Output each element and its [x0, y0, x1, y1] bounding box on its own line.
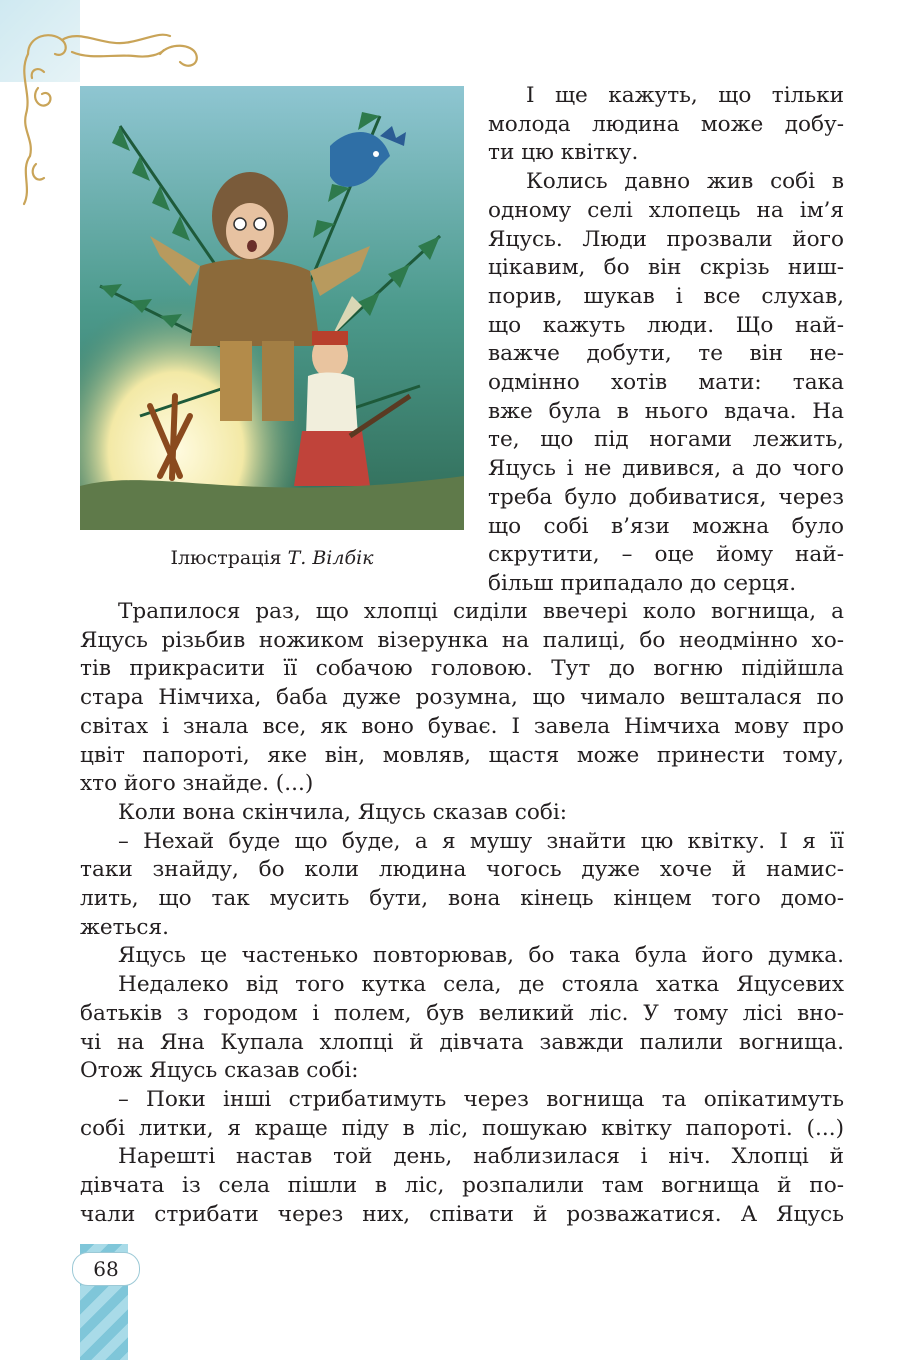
text-line: важче добути, те він не-	[488, 341, 844, 367]
text-line: більш припадало до серця.	[488, 570, 797, 596]
text-line: лить, що так мусить бути, вона кінець кінцем того домо-	[80, 886, 844, 912]
text-line: Трапилося раз, що хлопці сиділи ввечері коло вогнища, а	[118, 599, 844, 624]
text-line: чі на Яна Купала хлопці й дівчата завжди палили вогнища.	[80, 1029, 844, 1055]
text-line: Яцусь це частенько повторював, бо така була його думка.	[118, 943, 844, 969]
text-line: Яцусь. Люди прозвали його	[488, 226, 844, 252]
illustration-image	[80, 86, 464, 530]
text-line: тів прикрасити її собачою головою. Тут до вогню підійшла	[80, 656, 844, 682]
text-line: цікавим, бо він скрізь ниш-	[488, 255, 844, 281]
text-line: таки знайду, бо коли людина чогось дуже хоче й намис-	[80, 857, 844, 883]
text-line: чали стрибати через них, співати й розважатися. А Яцусь	[80, 1201, 844, 1227]
text-line: І ще кажуть, що тільки	[526, 83, 844, 108]
text-line: Коли вона скінчила, Яцусь сказав собі:	[118, 799, 568, 825]
text-line: світах і знала все, як воно буває. І завела Німчиха мову про	[80, 713, 844, 739]
text-line: Нарешті настав той день, наблизилася і ніч. Хлопці й	[118, 1144, 844, 1170]
text-line: – Нехай буде що буде, а я мушу знайти цю квітку. І я її	[118, 828, 844, 854]
caption-author: Т. Вілбік	[287, 547, 374, 569]
illustration-caption	[80, 546, 464, 570]
text-line: – Поки інші стрибатимуть через вогнища та опікатимуть	[118, 1086, 844, 1112]
text-line: собі литки, я краще піду в ліс, пошукаю квітку папороті. (...)	[80, 1115, 844, 1141]
text-line: що собі в’язи можна було	[488, 513, 844, 539]
text-line: скрутити, – оце йому най-	[488, 542, 844, 568]
text-line: треба було добиватися, через	[488, 484, 844, 510]
text-line: одмінно хотів мати: така	[488, 370, 844, 396]
text-line: що кажуть люди. Що най-	[488, 312, 844, 338]
text-line: жеться.	[80, 914, 169, 940]
caption-prefix: Ілюстрація	[170, 547, 288, 569]
text-line: цвіт папороті, яке він, мовляв, щастя може принести тому,	[80, 742, 844, 768]
text-line: стара Німчиха, баба дуже розумна, що чимало вешталася по	[80, 685, 844, 711]
text-line: Яцусь різьбив ножиком візерунка на палиці, бо неодмінно хо-	[80, 627, 844, 653]
text-line: Отож Яцусь сказав собі:	[80, 1058, 359, 1084]
text-line: ти цю квітку.	[488, 140, 639, 166]
text-line: дівчата із села пішли в ліс, розпалили там вогнища й по-	[80, 1173, 844, 1199]
text-line: Колись давно жив собі в	[526, 169, 844, 195]
text-line: Недалеко від того кутка села, де стояла хатка Яцусевих	[118, 972, 844, 998]
text-line: хто його знайде. (...)	[80, 771, 314, 797]
text-line: батьків з городом і полем, був великий ліс. У тому лісі вно-	[80, 1000, 844, 1026]
text-line: молода людина може добу-	[488, 111, 844, 137]
text-line: Яцусь і не дивився, а до чого	[488, 456, 844, 482]
main-text	[80, 598, 844, 1229]
text-line: те, що під ногами лежить,	[488, 427, 844, 453]
right-column-text	[488, 82, 844, 599]
text-line: порив, шукав і все слухав,	[488, 283, 844, 309]
text-line: одному селі хлопець на ім’я	[488, 197, 844, 223]
page-number: 68	[72, 1252, 140, 1286]
text-line: вже була в нього вдача. На	[488, 398, 844, 424]
